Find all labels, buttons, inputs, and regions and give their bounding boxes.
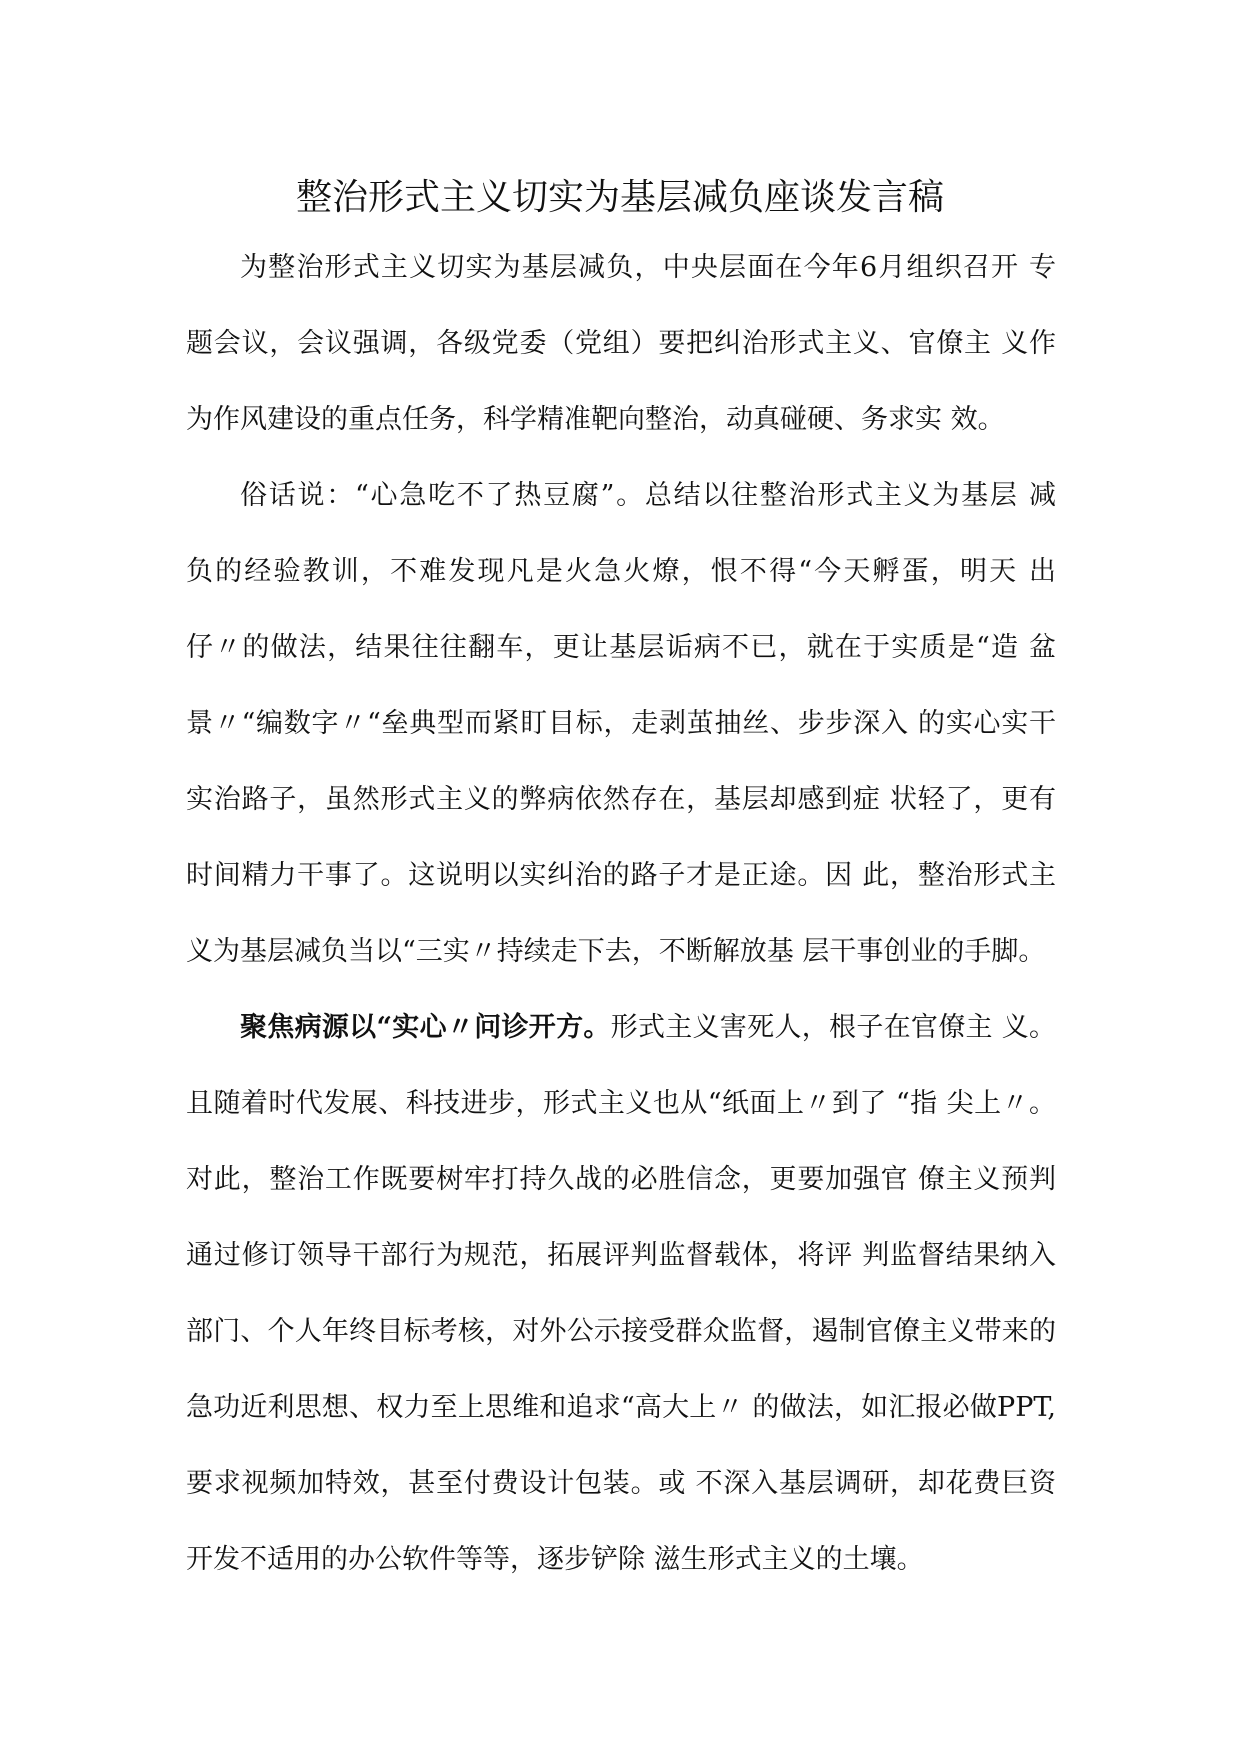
paragraph-2-line-6: 时间精力干事了。这说明以实纠治的路子才是正途。因 此，整治形式主 (186, 860, 1056, 891)
paragraph-1-line-2: 题会议，会议强调，各级党委（党组）要把纠治形式主义、官僚主 义作 (186, 328, 1056, 359)
paragraph-3-line-4: 通过修订领导干部行为规范，拓展评判监督载体，将评 判监督结果纳入 (186, 1240, 1056, 1271)
paragraph-2-line-7: 义为基层减负当以“三实〃持续走下去，不断解放基 层干事创业的手脚。 (186, 936, 1046, 967)
paragraph-3-line-1-text: 形式主义害死人，根子在官僚主 义。 (610, 1012, 1056, 1043)
paragraph-3-line-6: 急功近利思想、权力至上思维和追求“高大上〃 的做法，如汇报必做PPT, (186, 1392, 1056, 1423)
paragraph-2-line-3: 仔〃的做法，结果往往翻车，更让基层诟病不已，就在于实质是“造 盆 (186, 632, 1056, 663)
document-title: 整治形式主义切实为基层减负座谈发言稿 (295, 177, 944, 218)
paragraph-3-line-2: 且随着时代发展、科技进步，形式主义也从“纸面上〃到了 “指 尖上〃。 (186, 1088, 1056, 1119)
paragraph-2-line-1: 俗话说：“心急吃不了热豆腐”。总结以往整治形式主义为基层 减 (240, 480, 1056, 511)
paragraph-3-line-1 (240, 1008, 1056, 1048)
paragraph-1-line-3: 为作风建设的重点任务，科学精准靶向整治，动真碰硬、务求实 效。 (186, 404, 1005, 435)
paragraph-3-line-7: 要求视频加特效，甚至付费设计包装。或 不深入基层调研，却花费巨资 (186, 1468, 1056, 1499)
paragraph-3-line-8: 开发不适用的办公软件等等，逐步铲除 滋生形式主义的土壤。 (186, 1544, 924, 1575)
paragraph-3-lead-heading: 聚焦病源以“实心〃问诊开方。 (240, 1012, 611, 1043)
paragraph-2-line-4: 景〃“编数字〃“垒典型而紧盯目标，走剥茧抽丝、步步深入 的实心实干 (186, 708, 1056, 739)
paragraph-1-line-1: 为整治形式主义切实为基层减负，中央层面在今年6月组织召开 专 (240, 252, 1056, 283)
paragraph-2-line-5: 实治路子，虽然形式主义的弊病依然存在，基层却感到症 状轻了，更有 (186, 784, 1056, 815)
paragraph-2-line-2: 负的经验教训，不难发现凡是火急火燎，恨不得“今天孵蛋，明天 出 (186, 556, 1056, 587)
paragraph-3-line-3: 对此，整治工作既要树牢打持久战的必胜信念，更要加强官 僚主义预判 (186, 1164, 1056, 1195)
paragraph-3-line-5: 部门、个人年终目标考核，对外公示接受群众监督，遏制官僚主义带来的 (186, 1316, 1056, 1347)
